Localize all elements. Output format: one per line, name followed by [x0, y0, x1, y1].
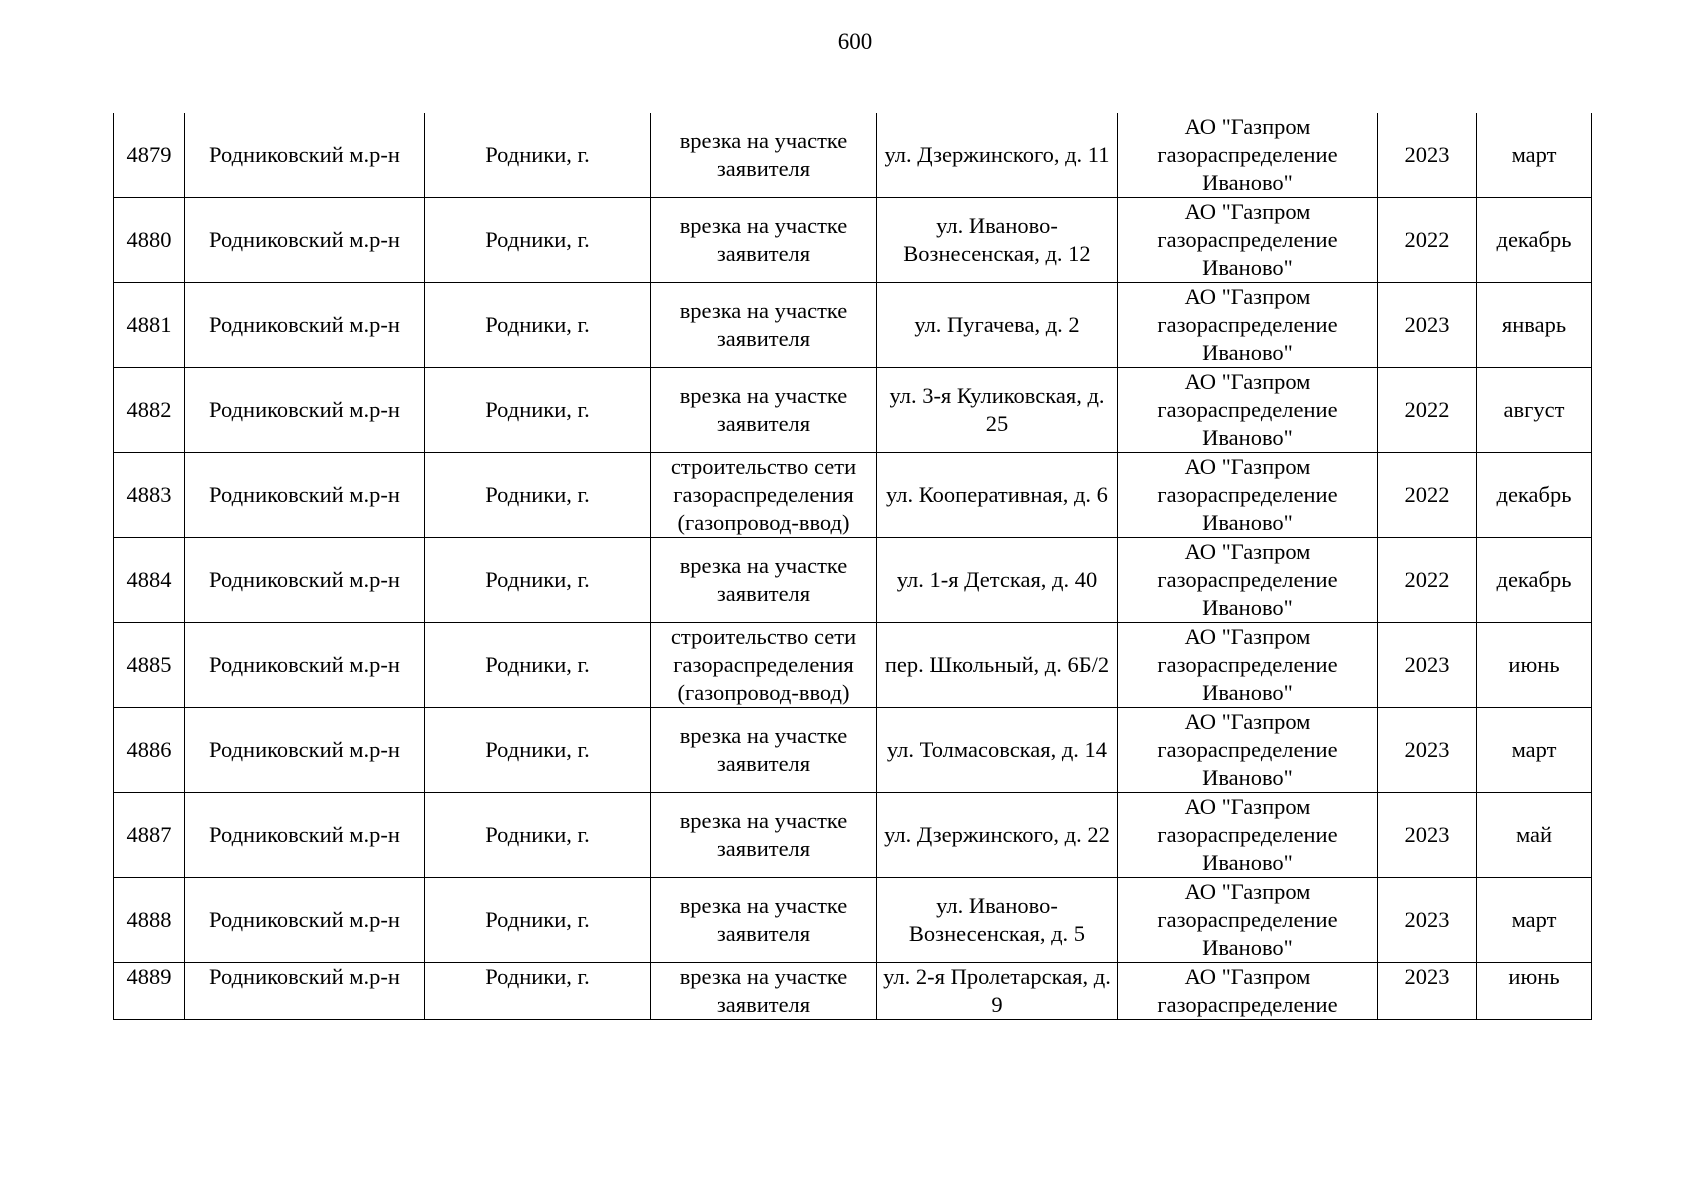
- address-cell: ул. 1-я Детская, д. 40: [877, 538, 1118, 623]
- organization-cell: АО "Газпром газораспределение Иваново": [1118, 538, 1378, 623]
- district-cell: Родниковский м.р-н: [185, 113, 425, 198]
- address-cell: ул. 3-я Куликовская, д. 25: [877, 368, 1118, 453]
- work-type-cell: врезка на участке заявителя: [651, 963, 877, 1020]
- address-cell: ул. Иваново-Вознесенская, д. 12: [877, 198, 1118, 283]
- row-number-cell: 4886: [114, 708, 185, 793]
- table-row: [114, 113, 1592, 198]
- month-cell: январь: [1477, 283, 1592, 368]
- organization-cell: АО "Газпром газораспределение Иваново": [1118, 368, 1378, 453]
- city-cell: Родники, г.: [425, 538, 651, 623]
- row-number-cell: 4880: [114, 198, 185, 283]
- year-cell: 2023: [1378, 963, 1477, 1020]
- year-cell: 2022: [1378, 198, 1477, 283]
- table-body: [114, 113, 1592, 1020]
- organization-cell: АО "Газпром газораспределение Иваново": [1118, 708, 1378, 793]
- month-cell: август: [1477, 368, 1592, 453]
- address-cell: ул. Кооперативная, д. 6: [877, 453, 1118, 538]
- address-cell: ул. Пугачева, д. 2: [877, 283, 1118, 368]
- work-type-cell: врезка на участке заявителя: [651, 538, 877, 623]
- district-cell: Родниковский м.р-н: [185, 708, 425, 793]
- year-cell: 2023: [1378, 283, 1477, 368]
- district-cell: Родниковский м.р-н: [185, 623, 425, 708]
- work-type-cell: врезка на участке заявителя: [651, 708, 877, 793]
- month-cell: март: [1477, 708, 1592, 793]
- row-number-cell: 4888: [114, 878, 185, 963]
- year-cell: 2023: [1378, 793, 1477, 878]
- work-type-cell: врезка на участке заявителя: [651, 878, 877, 963]
- organization-cell: АО "Газпром газораспределение Иваново": [1118, 453, 1378, 538]
- table-row: [114, 368, 1592, 453]
- year-cell: 2023: [1378, 113, 1477, 198]
- month-cell: март: [1477, 878, 1592, 963]
- row-number-cell: 4889: [114, 963, 185, 1020]
- month-cell: март: [1477, 113, 1592, 198]
- table-row: [114, 538, 1592, 623]
- month-cell: июнь: [1477, 623, 1592, 708]
- city-cell: Родники, г.: [425, 283, 651, 368]
- year-cell: 2023: [1378, 708, 1477, 793]
- city-cell: Родники, г.: [425, 963, 651, 1020]
- city-cell: Родники, г.: [425, 113, 651, 198]
- city-cell: Родники, г.: [425, 198, 651, 283]
- row-number-cell: 4885: [114, 623, 185, 708]
- work-type-cell: врезка на участке заявителя: [651, 113, 877, 198]
- organization-cell: АО "Газпром газораспределение Иваново": [1118, 113, 1378, 198]
- row-number-cell: 4884: [114, 538, 185, 623]
- year-cell: 2022: [1378, 368, 1477, 453]
- table-row: [114, 708, 1592, 793]
- city-cell: Родники, г.: [425, 623, 651, 708]
- month-cell: декабрь: [1477, 198, 1592, 283]
- row-number-cell: 4883: [114, 453, 185, 538]
- table-row: [114, 198, 1592, 283]
- month-cell: июнь: [1477, 963, 1592, 1020]
- organization-cell: АО "Газпром газораспределение Иваново": [1118, 878, 1378, 963]
- district-cell: Родниковский м.р-н: [185, 198, 425, 283]
- district-cell: Родниковский м.р-н: [185, 368, 425, 453]
- data-table: [113, 113, 1592, 1020]
- organization-cell: АО "Газпром газораспределение: [1118, 963, 1378, 1020]
- year-cell: 2023: [1378, 623, 1477, 708]
- table-row: [114, 963, 1592, 1020]
- page-number: 600: [837, 29, 873, 54]
- year-cell: 2023: [1378, 878, 1477, 963]
- district-cell: Родниковский м.р-н: [185, 793, 425, 878]
- month-cell: декабрь: [1477, 453, 1592, 538]
- table-row: [114, 283, 1592, 368]
- work-type-cell: врезка на участке заявителя: [651, 793, 877, 878]
- row-number-cell: 4882: [114, 368, 185, 453]
- work-type-cell: строительство сети газораспределения (газопровод-ввод): [651, 453, 877, 538]
- year-cell: 2022: [1378, 538, 1477, 623]
- city-cell: Родники, г.: [425, 878, 651, 963]
- month-cell: май: [1477, 793, 1592, 878]
- district-cell: Родниковский м.р-н: [185, 878, 425, 963]
- work-type-cell: врезка на участке заявителя: [651, 368, 877, 453]
- district-cell: Родниковский м.р-н: [185, 538, 425, 623]
- address-cell: ул. 2-я Пролетарская, д. 9: [877, 963, 1118, 1020]
- organization-cell: АО "Газпром газораспределение Иваново": [1118, 283, 1378, 368]
- table-row: [114, 453, 1592, 538]
- district-cell: Родниковский м.р-н: [185, 283, 425, 368]
- table-row: [114, 623, 1592, 708]
- city-cell: Родники, г.: [425, 708, 651, 793]
- work-type-cell: строительство сети газораспределения (газопровод-ввод): [651, 623, 877, 708]
- year-cell: 2022: [1378, 453, 1477, 538]
- district-cell: Родниковский м.р-н: [185, 453, 425, 538]
- row-number-cell: 4879: [114, 113, 185, 198]
- city-cell: Родники, г.: [425, 368, 651, 453]
- work-type-cell: врезка на участке заявителя: [651, 283, 877, 368]
- organization-cell: АО "Газпром газораспределение Иваново": [1118, 623, 1378, 708]
- organization-cell: АО "Газпром газораспределение Иваново": [1118, 198, 1378, 283]
- work-type-cell: врезка на участке заявителя: [651, 198, 877, 283]
- address-cell: ул. Дзержинского, д. 22: [877, 793, 1118, 878]
- district-cell: Родниковский м.р-н: [185, 963, 425, 1020]
- row-number-cell: 4887: [114, 793, 185, 878]
- organization-cell: АО "Газпром газораспределение Иваново": [1118, 793, 1378, 878]
- month-cell: декабрь: [1477, 538, 1592, 623]
- address-cell: ул. Дзержинского, д. 11: [877, 113, 1118, 198]
- city-cell: Родники, г.: [425, 793, 651, 878]
- address-cell: пер. Школьный, д. 6Б/2: [877, 623, 1118, 708]
- address-cell: ул. Толмасовская, д. 14: [877, 708, 1118, 793]
- city-cell: Родники, г.: [425, 453, 651, 538]
- row-number-cell: 4881: [114, 283, 185, 368]
- address-cell: ул. Иваново-Вознесенская, д. 5: [877, 878, 1118, 963]
- table-row: [114, 878, 1592, 963]
- table-row: [114, 793, 1592, 878]
